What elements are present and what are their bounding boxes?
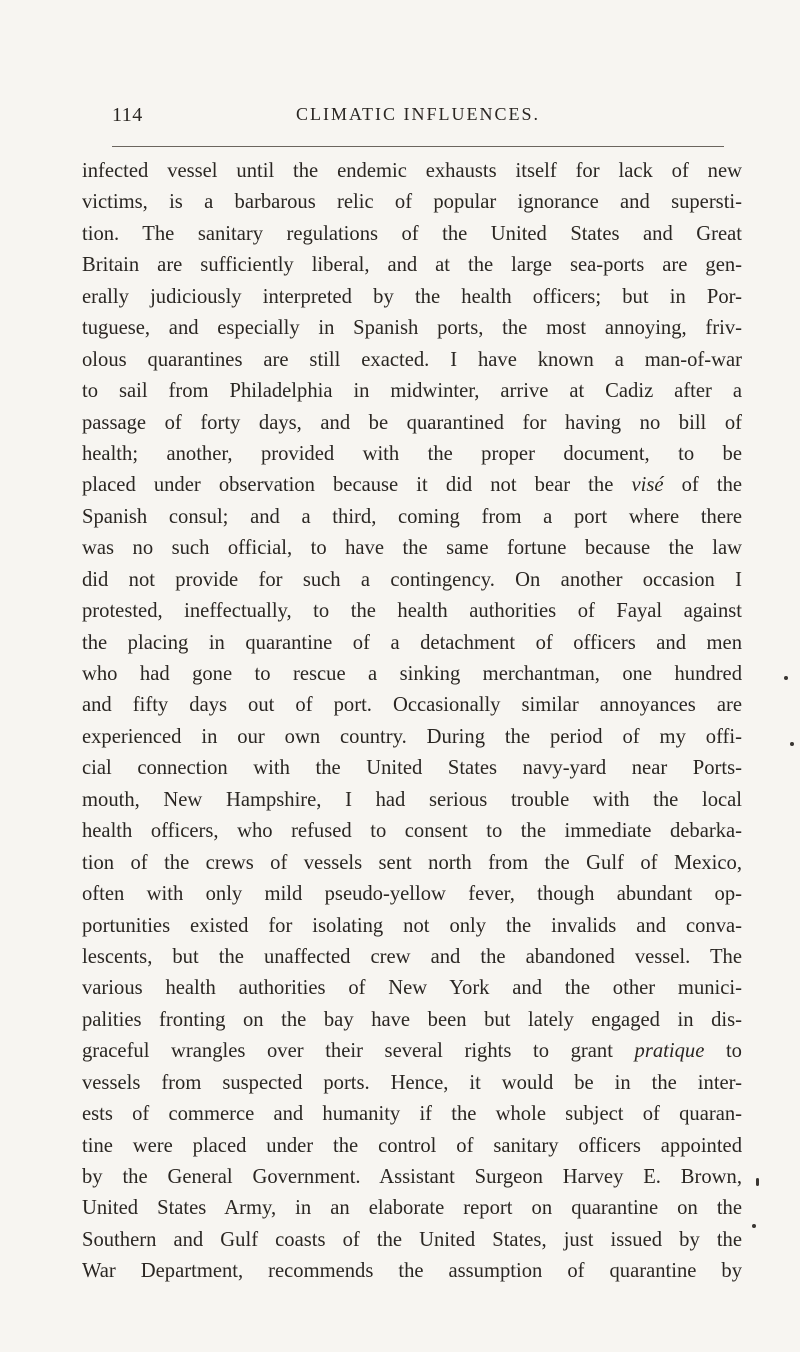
line-text: of the bbox=[681, 474, 742, 497]
line-text: placed under observation because it did not bear the bbox=[82, 474, 614, 497]
text-line: portunities existed for isolating not only the invalids and conva- bbox=[82, 914, 742, 937]
text-line: to sail from Philadelphia in midwinter, arrive at Cadiz after a bbox=[82, 380, 742, 403]
text-line: tuguese, and especially in Spanish ports, the most annoying, friv- bbox=[82, 317, 742, 340]
text-line: Britain are sufficiently liberal, and at the large sea-ports are gen- bbox=[82, 254, 742, 277]
text-line: tion. The sanitary regulations of the United States and Great bbox=[82, 222, 742, 245]
text-line: by the General Government. Assistant Surgeon Harvey E. Brown, bbox=[82, 1166, 742, 1188]
text-line: often with only mild pseudo-yellow fever, though abundant op- bbox=[82, 883, 742, 906]
text-line: various health authorities of New York and the other munici- bbox=[82, 977, 742, 1000]
paper-speck bbox=[756, 1178, 759, 1186]
text-line: health officers, who refused to consent to the immediate debarka- bbox=[82, 820, 742, 843]
text-line: cial connection with the United States navy-yard near Ports- bbox=[82, 757, 742, 780]
italic-word: pratique bbox=[634, 1040, 705, 1063]
text-line: experienced in our own country. During the period of my offi- bbox=[82, 725, 742, 748]
text-line-with-italic bbox=[82, 1036, 742, 1067]
text-line: lescents, but the unaffected crew and the abandoned vessel. The bbox=[82, 945, 742, 968]
text-line: erally judiciously interpreted by the health officers; but in Por- bbox=[82, 285, 742, 308]
text-line: who had gone to rescue a sinking merchantman, one hundred bbox=[82, 663, 742, 685]
paper-speck bbox=[752, 1224, 756, 1228]
text-line: United States Army, in an elaborate report on quarantine on the bbox=[82, 1197, 742, 1220]
header-rule bbox=[112, 146, 724, 147]
text-line: passage of forty days, and be quarantined for having no bill of bbox=[82, 411, 742, 434]
text-line: Southern and Gulf coasts of the United States, just issued by the bbox=[82, 1228, 742, 1251]
text-line: victims, is a barbarous relic of popular ignorance and supersti- bbox=[82, 191, 742, 214]
body-text bbox=[82, 156, 742, 1288]
running-head: CLIMATIC INFLUENCES. bbox=[295, 104, 540, 124]
text-line: and fifty days out of port. Occasionally similar annoyances are bbox=[82, 694, 742, 717]
page-header bbox=[112, 104, 724, 132]
text-line: ests of commerce and humanity if the whole subject of quaran- bbox=[82, 1103, 742, 1126]
page-number: 114 bbox=[112, 104, 143, 126]
text-line: olous quarantines are still exacted. I have known a man-of-war bbox=[82, 348, 742, 371]
text-line: health; another, provided with the proper document, to be bbox=[82, 442, 742, 465]
text-line-with-italic bbox=[82, 470, 742, 501]
paper-speck bbox=[784, 676, 788, 680]
text-line: tion of the crews of vessels sent north from the Gulf of Mexico, bbox=[82, 851, 742, 874]
paper-speck bbox=[790, 742, 794, 746]
text-line: mouth, New Hampshire, I had serious trouble with the local bbox=[82, 788, 742, 811]
italic-word: visé bbox=[631, 474, 664, 497]
text-line: the placing in quarantine of a detachment of officers and men bbox=[82, 631, 742, 654]
text-line: vessels from suspected ports. Hence, it would be in the inter- bbox=[82, 1071, 742, 1094]
line-text: to bbox=[725, 1040, 742, 1063]
text-line: palities fronting on the bay have been but lately engaged in dis- bbox=[82, 1008, 742, 1031]
text-line: was no such official, to have the same fortune because the law bbox=[82, 537, 742, 560]
line-text: graceful wrangles over their several rights to grant bbox=[82, 1040, 613, 1063]
text-line: did not provide for such a contingency. On another occasion I bbox=[82, 568, 742, 591]
text-line: War Department, recommends the assumption of quarantine by bbox=[82, 1260, 742, 1283]
text-line: Spanish consul; and a third, coming from a port where there bbox=[82, 505, 742, 528]
text-line: infected vessel until the endemic exhausts itself for lack of new bbox=[82, 160, 742, 182]
text-line: protested, ineffectually, to the health authorities of Fayal against bbox=[82, 600, 742, 623]
text-line: tine were placed under the control of sanitary officers appointed bbox=[82, 1134, 742, 1157]
